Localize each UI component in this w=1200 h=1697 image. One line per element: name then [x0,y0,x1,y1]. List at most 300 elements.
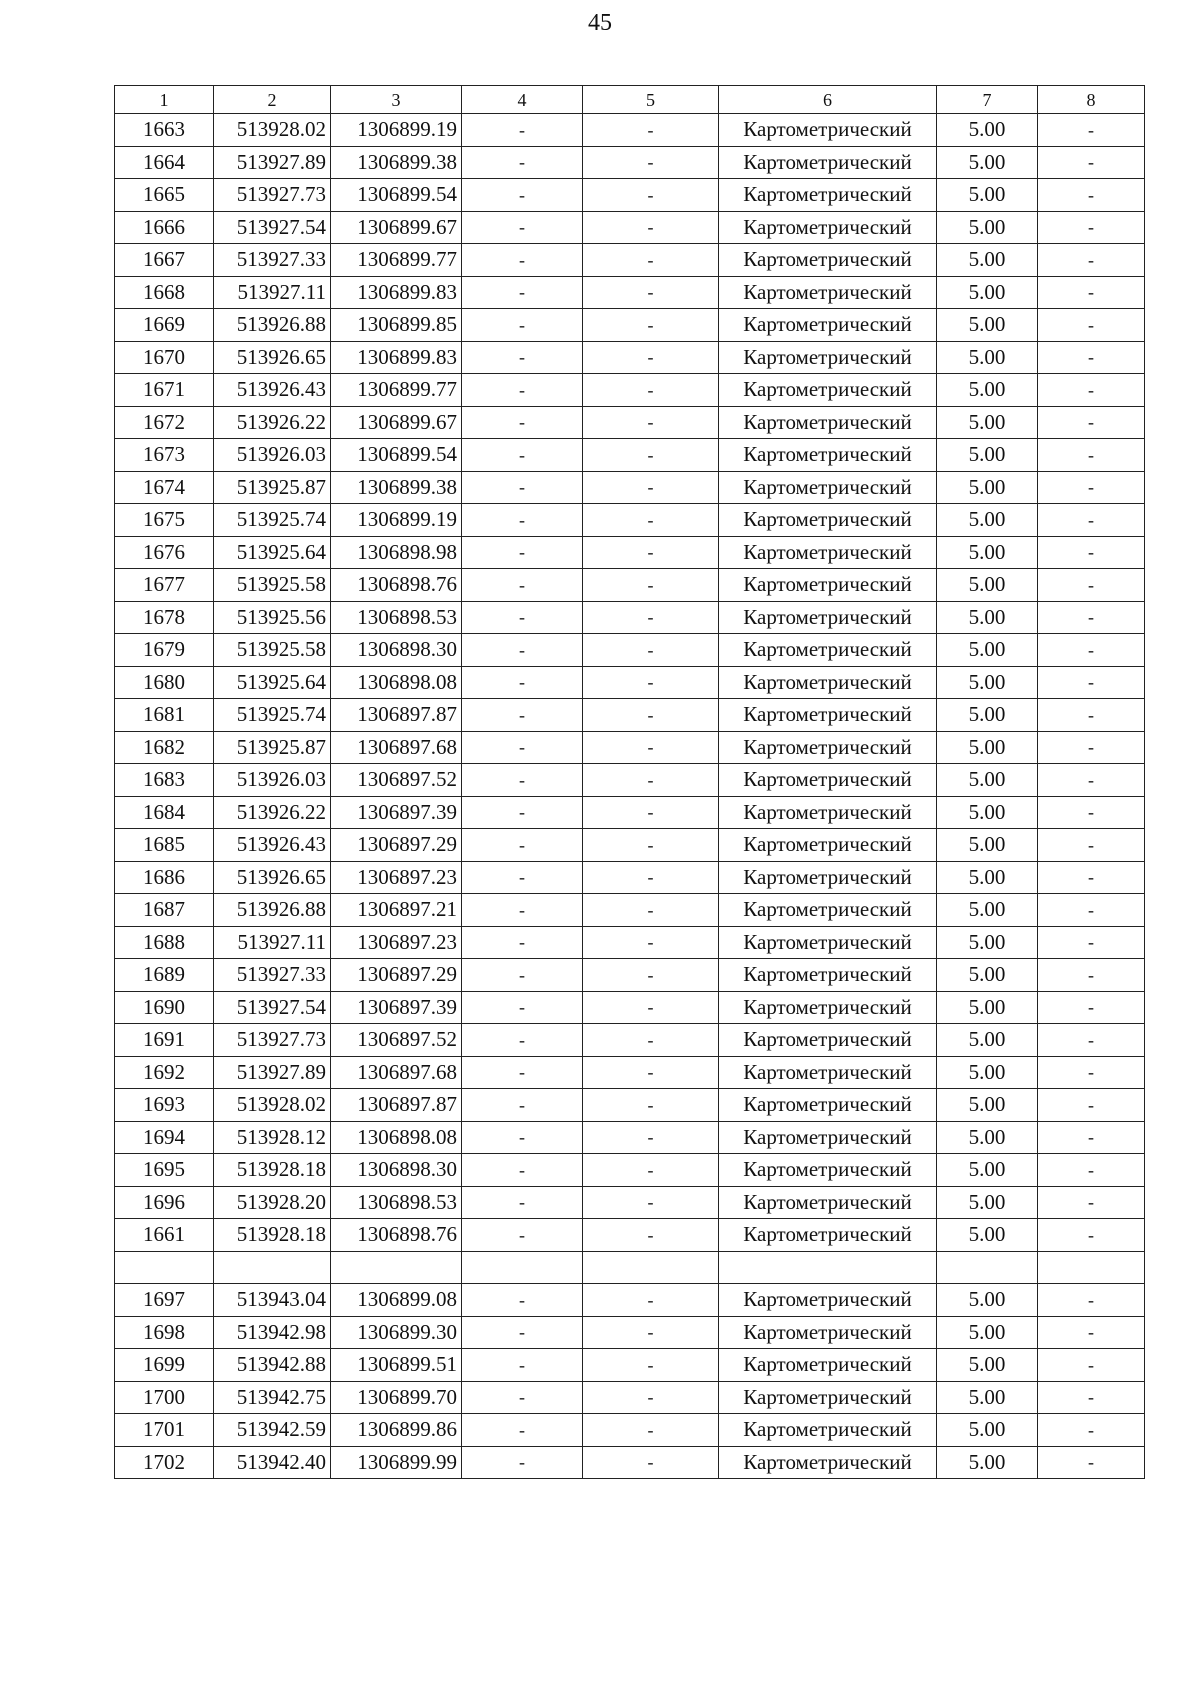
table-cell: - [462,374,583,407]
table-cell: - [583,829,719,862]
table-cell: Картометрический [719,1056,937,1089]
table-cell: - [583,471,719,504]
table-cell: 5.00 [937,1316,1038,1349]
table-cell: 5.00 [937,439,1038,472]
table-cell: - [1038,1316,1145,1349]
table-row [115,276,1145,309]
table-cell: 5.00 [937,991,1038,1024]
table-cell: - [1038,926,1145,959]
table-cell: 1682 [115,731,214,764]
table-cell: 1306899.38 [331,146,462,179]
table-cell: 513926.88 [214,309,331,342]
table-cell: 1306897.29 [331,829,462,862]
column-header: 6 [719,86,937,114]
table-cell: 1306899.19 [331,504,462,537]
table-cell: Картометрический [719,1186,937,1219]
table-row [115,406,1145,439]
table-cell: 513942.40 [214,1446,331,1479]
table-cell [719,1251,937,1284]
table-row [115,569,1145,602]
table-cell: - [462,1154,583,1187]
table-cell [1038,1251,1145,1284]
table-cell: 5.00 [937,731,1038,764]
table-cell: 513927.73 [214,1024,331,1057]
table-row [115,1414,1145,1447]
table-cell: 1668 [115,276,214,309]
table-row [115,1089,1145,1122]
table-cell: - [583,439,719,472]
table-cell: 513925.87 [214,731,331,764]
table-cell: 1306898.30 [331,634,462,667]
table-cell: 1701 [115,1414,214,1447]
table-cell: 5.00 [937,796,1038,829]
table-cell: Картометрический [719,1121,937,1154]
table-cell: Картометрический [719,146,937,179]
table-cell: 1306899.99 [331,1446,462,1479]
table-cell: 513926.43 [214,374,331,407]
table-cell: - [1038,1284,1145,1317]
table-cell: - [583,894,719,927]
table-cell: - [583,1154,719,1187]
table-cell: - [1038,634,1145,667]
table-cell: 1664 [115,146,214,179]
table-cell: - [583,666,719,699]
table-cell: 1306899.30 [331,1316,462,1349]
table-row [115,1154,1145,1187]
table-cell: 513927.73 [214,179,331,212]
table-cell: - [1038,1121,1145,1154]
table-row [115,471,1145,504]
table-cell: - [1038,1414,1145,1447]
table-cell: - [583,1219,719,1252]
table-cell: 1699 [115,1349,214,1382]
table-cell: 5.00 [937,114,1038,147]
table-cell: 1696 [115,1186,214,1219]
table-cell: Картометрический [719,764,937,797]
table-cell: - [462,959,583,992]
table-cell: - [1038,796,1145,829]
table-row [115,634,1145,667]
table-cell: 513926.88 [214,894,331,927]
table-cell: - [1038,666,1145,699]
table-cell: - [1038,1186,1145,1219]
table-cell: 1679 [115,634,214,667]
table-cell: 1306897.52 [331,764,462,797]
table-cell: - [583,1089,719,1122]
table-cell: - [583,406,719,439]
table-row [115,894,1145,927]
table-cell: 513942.98 [214,1316,331,1349]
table-cell: - [583,1284,719,1317]
column-header: 7 [937,86,1038,114]
table-cell: - [583,796,719,829]
table-row [115,1056,1145,1089]
table-cell: - [1038,1219,1145,1252]
table-cell: 513926.03 [214,439,331,472]
table-cell: 513942.88 [214,1349,331,1382]
table-cell: Картометрический [719,1089,937,1122]
table-cell: 1306899.83 [331,276,462,309]
table-cell: - [1038,244,1145,277]
table-cell: Картометрический [719,276,937,309]
table-cell: 513926.22 [214,406,331,439]
table-cell: - [583,731,719,764]
table-cell: - [583,764,719,797]
table-cell: 513928.12 [214,1121,331,1154]
table-cell: 1695 [115,1154,214,1187]
table-row [115,211,1145,244]
table-row [115,764,1145,797]
table-cell: 513925.64 [214,666,331,699]
table-row [115,536,1145,569]
table-cell: - [462,1219,583,1252]
table-cell [331,1251,462,1284]
table-cell: 1306899.70 [331,1381,462,1414]
table-cell: 1694 [115,1121,214,1154]
table-cell: 1690 [115,991,214,1024]
table-cell: 5.00 [937,569,1038,602]
table-cell: 513928.02 [214,114,331,147]
table-cell: - [462,1381,583,1414]
column-header: 5 [583,86,719,114]
table-cell: 513942.59 [214,1414,331,1447]
table-cell: 5.00 [937,1186,1038,1219]
table-cell: 5.00 [937,699,1038,732]
table-cell: - [462,1121,583,1154]
table-cell: - [462,894,583,927]
table-cell: - [1038,341,1145,374]
table-cell: Картометрический [719,471,937,504]
table-cell: 513928.18 [214,1154,331,1187]
table-cell: 1677 [115,569,214,602]
table-cell: - [583,1056,719,1089]
table-row [115,1024,1145,1057]
table-cell: 5.00 [937,1219,1038,1252]
table-cell: - [583,309,719,342]
table-cell: - [1038,959,1145,992]
table-cell: - [583,179,719,212]
table-cell: - [1038,1056,1145,1089]
table-cell: Картометрический [719,699,937,732]
table-row [115,146,1145,179]
table-cell: - [1038,309,1145,342]
table-cell: - [1038,1349,1145,1382]
table-row [115,861,1145,894]
table-cell: 1306898.53 [331,1186,462,1219]
table-cell: 1306897.52 [331,1024,462,1057]
table-cell: - [462,536,583,569]
table-cell: - [1038,536,1145,569]
table-cell: - [583,504,719,537]
table-cell: Картометрический [719,504,937,537]
table-row [115,1349,1145,1382]
table-cell: - [462,764,583,797]
table-cell: - [583,114,719,147]
table-row [115,1284,1145,1317]
table-cell: 513927.33 [214,959,331,992]
table-cell: Картометрический [719,666,937,699]
table-cell: - [583,211,719,244]
table-cell: 1681 [115,699,214,732]
table-cell: 1306899.38 [331,471,462,504]
table-cell: - [462,114,583,147]
table-cell: 5.00 [937,1121,1038,1154]
table-cell: - [583,699,719,732]
table-cell: - [1038,991,1145,1024]
table-cell: - [583,959,719,992]
table-cell [462,1251,583,1284]
table-cell: 1306897.39 [331,991,462,1024]
table-cell: - [583,1186,719,1219]
table-cell: 1306897.23 [331,926,462,959]
table-cell: - [462,146,583,179]
table-cell: 1306899.54 [331,439,462,472]
table-cell: 1663 [115,114,214,147]
table-cell: 1306898.30 [331,1154,462,1187]
table-cell: 1306897.87 [331,1089,462,1122]
table-cell: 1306899.54 [331,179,462,212]
table-cell: - [583,341,719,374]
table-cell: Картометрический [719,406,937,439]
table-row [115,114,1145,147]
table-cell [115,1251,214,1284]
table-cell: - [462,471,583,504]
table-cell: 1698 [115,1316,214,1349]
table-cell: Картометрический [719,861,937,894]
coordinates-table [114,85,1145,1479]
table-cell: 513926.65 [214,341,331,374]
table-row [115,1446,1145,1479]
table-cell: - [583,601,719,634]
table-cell: 1306899.67 [331,406,462,439]
table-cell: 513925.74 [214,699,331,732]
table-cell: 1678 [115,601,214,634]
table-cell: 1306898.53 [331,601,462,634]
table-cell: - [462,439,583,472]
table-cell: 1306898.76 [331,1219,462,1252]
table-row [115,244,1145,277]
table-cell: Картометрический [719,1154,937,1187]
table-cell: 5.00 [937,1056,1038,1089]
table-cell: 513926.03 [214,764,331,797]
table-row [115,504,1145,537]
table-cell: - [1038,601,1145,634]
table-cell: - [583,634,719,667]
table-cell: 513942.75 [214,1381,331,1414]
table-cell: - [1038,374,1145,407]
table-cell: 513927.33 [214,244,331,277]
table-cell: 513927.89 [214,146,331,179]
table-row [115,699,1145,732]
table-cell: - [1038,699,1145,732]
table-cell: 513927.54 [214,991,331,1024]
table-cell: 1684 [115,796,214,829]
table-cell: - [462,341,583,374]
table-cell: - [1038,1381,1145,1414]
column-header: 3 [331,86,462,114]
table-row [115,374,1145,407]
table-cell: - [1038,276,1145,309]
table-cell: - [583,569,719,602]
table-cell: 513925.56 [214,601,331,634]
table-cell: 1689 [115,959,214,992]
table-row [115,796,1145,829]
table-cell: - [1038,211,1145,244]
table-cell: 5.00 [937,146,1038,179]
table-cell: - [462,666,583,699]
table-cell: - [1038,179,1145,212]
table-cell: - [462,569,583,602]
table-cell: 1306897.87 [331,699,462,732]
table-cell: 1685 [115,829,214,862]
table-cell: - [1038,861,1145,894]
table-row [115,926,1145,959]
table-cell: 1306899.19 [331,114,462,147]
table-cell: 513927.11 [214,276,331,309]
table-cell: Картометрический [719,1381,937,1414]
table-cell: 1306899.77 [331,244,462,277]
table-cell: 5.00 [937,374,1038,407]
table-cell: - [462,829,583,862]
table-cell: - [1038,731,1145,764]
table-cell: 5.00 [937,536,1038,569]
table-cell: 5.00 [937,829,1038,862]
table-cell: - [583,276,719,309]
table-cell: 513928.20 [214,1186,331,1219]
table-cell: - [462,1284,583,1317]
table-cell: Картометрический [719,179,937,212]
table-cell: - [462,1089,583,1122]
table-cell: 5.00 [937,1349,1038,1382]
table-cell: - [1038,504,1145,537]
table-row [115,439,1145,472]
table-cell: - [1038,439,1145,472]
table-cell: - [1038,894,1145,927]
table-cell: - [583,1121,719,1154]
table-cell: 1688 [115,926,214,959]
table-cell: 1306899.51 [331,1349,462,1382]
table-cell: 5.00 [937,406,1038,439]
table-cell: 1691 [115,1024,214,1057]
table-cell: 1686 [115,861,214,894]
table-cell: 5.00 [937,764,1038,797]
table-cell: 1306898.98 [331,536,462,569]
table-cell: 5.00 [937,504,1038,537]
table-cell: - [462,926,583,959]
table-row [115,179,1145,212]
table-cell: 1675 [115,504,214,537]
table-cell: 1306897.21 [331,894,462,927]
table-cell: 513943.04 [214,1284,331,1317]
table-cell: - [583,374,719,407]
table-row [115,991,1145,1024]
table-cell: - [462,991,583,1024]
table-cell: 5.00 [937,179,1038,212]
table-cell: 1697 [115,1284,214,1317]
table-cell: Картометрический [719,1349,937,1382]
table-cell: 1306897.29 [331,959,462,992]
table-cell: - [462,1316,583,1349]
table-cell: 513926.22 [214,796,331,829]
table-cell: 1687 [115,894,214,927]
table-cell: - [1038,569,1145,602]
table-cell: - [462,1186,583,1219]
table-cell: - [583,1316,719,1349]
table-cell: Картометрический [719,829,937,862]
table-cell: 5.00 [937,244,1038,277]
table-cell: Картометрический [719,601,937,634]
column-header: 2 [214,86,331,114]
table-cell: 1666 [115,211,214,244]
table-cell: 1702 [115,1446,214,1479]
table-cell [583,1251,719,1284]
column-header: 4 [462,86,583,114]
table-cell: 5.00 [937,601,1038,634]
table-cell: 5.00 [937,309,1038,342]
table-cell: 1692 [115,1056,214,1089]
table-cell: Картометрический [719,244,937,277]
table-cell: - [462,1414,583,1447]
table-cell: 1665 [115,179,214,212]
table-cell: 513925.74 [214,504,331,537]
table-cell: - [1038,1154,1145,1187]
table-header-row [115,86,1145,114]
table-cell: - [462,731,583,764]
table-cell: Картометрический [719,959,937,992]
table-cell: - [1038,1024,1145,1057]
table-cell: - [583,244,719,277]
table-cell: Картометрический [719,731,937,764]
table-cell: 5.00 [937,471,1038,504]
table-row [115,1219,1145,1252]
table-cell: 513925.87 [214,471,331,504]
table-cell: - [462,276,583,309]
table-row [115,1121,1145,1154]
table-cell: 5.00 [937,1154,1038,1187]
table-cell: - [1038,471,1145,504]
table-cell: 513926.43 [214,829,331,862]
table-cell: Картометрический [719,796,937,829]
table-cell: 5.00 [937,1446,1038,1479]
table-row [115,1251,1145,1284]
table-row [115,341,1145,374]
table-cell: Картометрический [719,309,937,342]
table-cell [214,1251,331,1284]
column-header: 8 [1038,86,1145,114]
table-cell: Картометрический [719,634,937,667]
table-cell: - [1038,146,1145,179]
table-cell: Картометрический [719,991,937,1024]
table-cell: 1306897.39 [331,796,462,829]
table-cell: 1306899.67 [331,211,462,244]
table-cell: - [583,926,719,959]
table-cell: 5.00 [937,894,1038,927]
table-cell: 5.00 [937,926,1038,959]
page-number: 45 [588,10,612,36]
table-cell: - [1038,1089,1145,1122]
table-cell: Картометрический [719,374,937,407]
table-cell: 1306897.68 [331,1056,462,1089]
table-cell: 1667 [115,244,214,277]
table-cell: Картометрический [719,341,937,374]
table-cell: - [1038,406,1145,439]
table-row [115,959,1145,992]
table-cell: - [583,1446,719,1479]
table-cell: Картометрический [719,211,937,244]
table-row [115,1186,1145,1219]
table-cell: - [462,861,583,894]
table-cell: - [462,211,583,244]
